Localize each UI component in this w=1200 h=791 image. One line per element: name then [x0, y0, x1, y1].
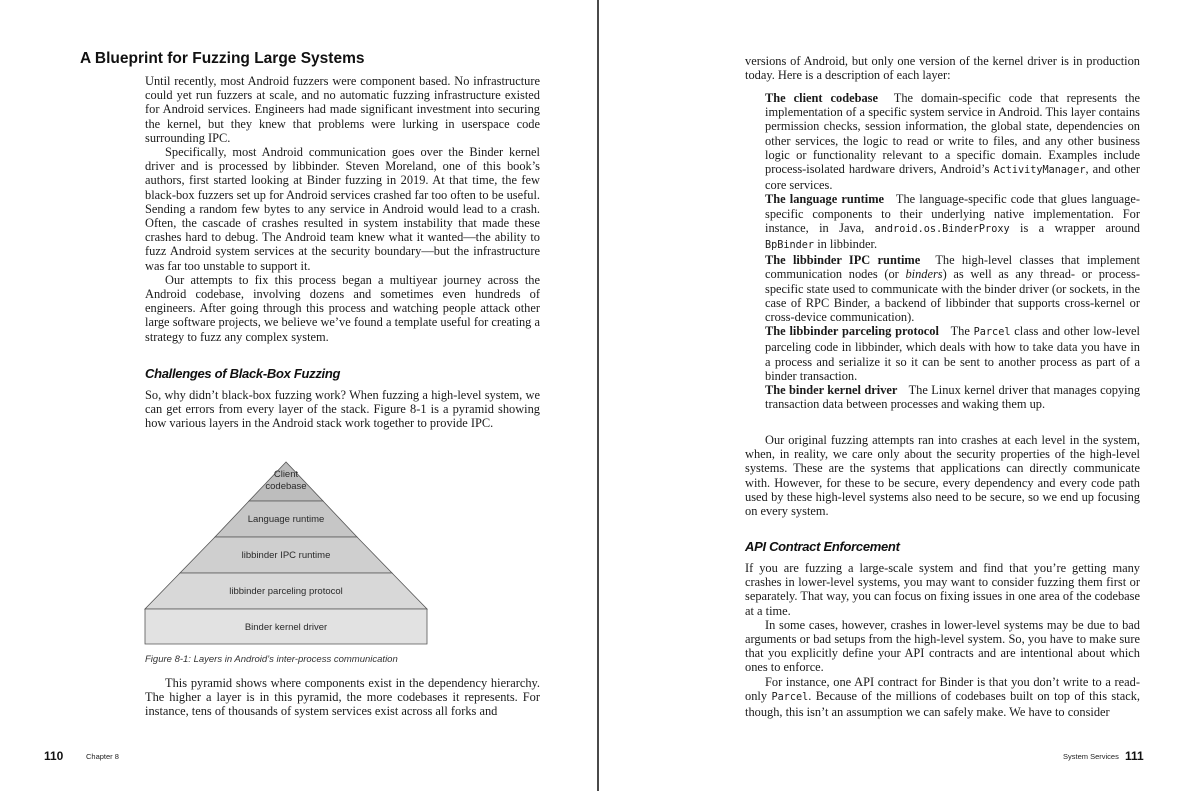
- page-gutter: [597, 0, 599, 791]
- after-figure-text: [145, 676, 540, 719]
- continuation-text: [745, 54, 1140, 82]
- definition-client-codebase: [765, 91, 1140, 192]
- pyramid-label: codebase: [265, 481, 307, 492]
- code-span: Parcel: [771, 691, 809, 703]
- definition-text: , and other core services.: [765, 162, 1140, 193]
- paragraph-text: For instance, one API contract for Binder is that you don’t write to a read-only: [745, 674, 1140, 703]
- paragraph-text: . Because of the millions of codebases built on top of this stack, though, this isn’t an assumption we can safely make. We have to consider: [745, 688, 1140, 720]
- definition-ipc-runtime: [765, 253, 1140, 324]
- paragraph: Until recently, most Android fuzzers were component based. No infrastructure could yet run fuzzers at scale, and no automatic fuzzing infrastructure existed for Android services. Engineers had made significant investment into securing the kernel, but they knew that problems were lurking in userspace code surrounding IPC.: [145, 74, 540, 145]
- pyramid-figure: [140, 458, 440, 648]
- definition-text: class and other low-level parceling code in libbinder, which deals with how to take data you have in a process and serialize it so it can be sent to another process as part of a binder transaction.: [765, 324, 1140, 383]
- definition-text: in libbinder.: [817, 237, 878, 252]
- paragraph: Our attempts to fix this process began a multiyear journey across the Android codebase, involving dozens and sometimes even hundreds of engineers. After going through this process and watching people attack other large software projects, we believe we’ve found a template useful for creating a strategy to fuzz any complex system.: [145, 272, 540, 344]
- api-text: [745, 561, 1140, 719]
- code-span: BpBinder: [765, 240, 815, 252]
- page-number: 111: [1125, 749, 1144, 763]
- pyramid-label: libbinder parceling protocol: [229, 586, 343, 597]
- intro-text: [145, 74, 540, 344]
- page-number: 110: [44, 749, 64, 763]
- pyramid-label: Binder kernel driver: [244, 622, 328, 633]
- definition-text: The language-specific code that glues language-specific components to their underlying native implementation. For instance, in Java,: [765, 192, 1140, 235]
- paragraph: Specifically, most Android communication goes over the Binder kernel driver and is processed by libbinder. Steven Moreland, one of this book’s authors, first started looking at Binder fuzzing in 2019. At that time, the few black-box fuzzers set up for Android services crashed far too often to be useful. Sending a random few bytes to any service in Android would lead to a crash. Often, the cascade of crashes resulted in system instability that made these crashes hard to debug. The Android team knew what it wanted—the ability to fuzz Android system services at the security boundary—but the infrastructure was far too unstable to support it.: [145, 145, 540, 273]
- layer-definitions: [765, 91, 1140, 411]
- right-page: [600, 0, 1200, 791]
- subsection-heading: API Contract Enforcement: [745, 539, 900, 554]
- paragraph: This pyramid shows where components exist in the dependency hierarchy. The higher a layer is in this pyramid, the more codebases it represents. For instance, tens of thousands of system services exist across all forks and: [145, 676, 540, 719]
- definition-text: The: [950, 324, 970, 339]
- definition-kernel-driver: [765, 383, 1140, 411]
- definition-text: The high-level classes that implement communication nodes (or: [765, 253, 1140, 282]
- definition-term: The libbinder IPC runtime: [765, 253, 921, 268]
- paragraph: If you are fuzzing a large-scale system and find that you’re getting many crashes in lower-level systems, you may want to consider fuzzing them first or separately. That way, you can focus on fixing issues in one area of the codebase at a time.: [745, 561, 1140, 618]
- definition-parceling-protocol: [765, 324, 1140, 383]
- figure-caption: Figure 8-1: Layers in Android’s inter-process communication: [145, 654, 398, 665]
- definition-term: The client codebase: [765, 91, 878, 105]
- definition-text: The Linux kernel driver that manages copying transaction data between processes and waking them up.: [765, 383, 1141, 412]
- paragraph: So, why didn’t black-box fuzzing work? When fuzzing a high-level system, we can get errors from every layer of the stack. Figure 8-1 is a pyramid showing how various layers in the Android stack work together to provide IPC.: [145, 388, 540, 431]
- paragraph: Our original fuzzing attempts ran into crashes at each level in the system, when, in reality, we care only about the security properties of the high-level systems. These are the systems that applications can directly communicate with. However, for these to be secure, every dependency and every code path used by these high-level systems also need to be secure, so we end up focusing on every system.: [745, 433, 1140, 519]
- chapter-label: Chapter 8: [86, 752, 119, 761]
- pyramid-label: libbinder IPC runtime: [241, 550, 331, 561]
- definition-term: The libbinder parceling protocol: [765, 324, 939, 339]
- summary-text: [745, 433, 1140, 518]
- definition-text: The domain-specific code that represents the implementation of a specific system service in Android. This layer contains permission checks, session information, the global state, dependencies on other services, the logic to read or write to files, and any other business logic or functionality relevant to a specific domain. Examples include process-isolated hardware drivers, Android’s: [765, 91, 1141, 177]
- challenge-text: [145, 388, 540, 431]
- pyramid-label: Client: [273, 469, 299, 480]
- definition-term: The language runtime: [765, 192, 885, 207]
- paragraph: In some cases, however, crashes in lower-level systems may be due to bad arguments or bad setups from the high-level system. So, you have to make sure that you explicitly define your API contracts and are intentional about which ones to enforce.: [745, 617, 1140, 675]
- paragraph-last: [745, 675, 1140, 720]
- left-page: [0, 0, 598, 791]
- code-span: android.os.BinderProxy: [874, 223, 1010, 235]
- chapter-title-label: System Services: [1063, 752, 1119, 761]
- code-span: Parcel: [973, 327, 1011, 339]
- paragraph: versions of Android, but only one version of the kernel driver is in production today. Here is a description of each layer:: [745, 54, 1140, 83]
- code-span: ActivityManager: [993, 165, 1086, 177]
- section-heading: A Blueprint for Fuzzing Large Systems: [80, 50, 365, 67]
- definition-language-runtime: [765, 192, 1140, 253]
- subsection-heading: Challenges of Black-Box Fuzzing: [145, 366, 341, 381]
- definition-term: The binder kernel driver: [765, 383, 898, 398]
- emphasis: binders: [905, 267, 943, 282]
- definition-text: is a wrapper around: [1020, 220, 1140, 235]
- definition-text: ) as well as any thread- or process-specific state used to communicate with the binder driver (or sockets, in the case of RPC Binder, a backend of libbinder that supports cross-kernel or cross-device communication).: [765, 267, 1140, 325]
- pyramid-label: Language runtime: [247, 514, 325, 525]
